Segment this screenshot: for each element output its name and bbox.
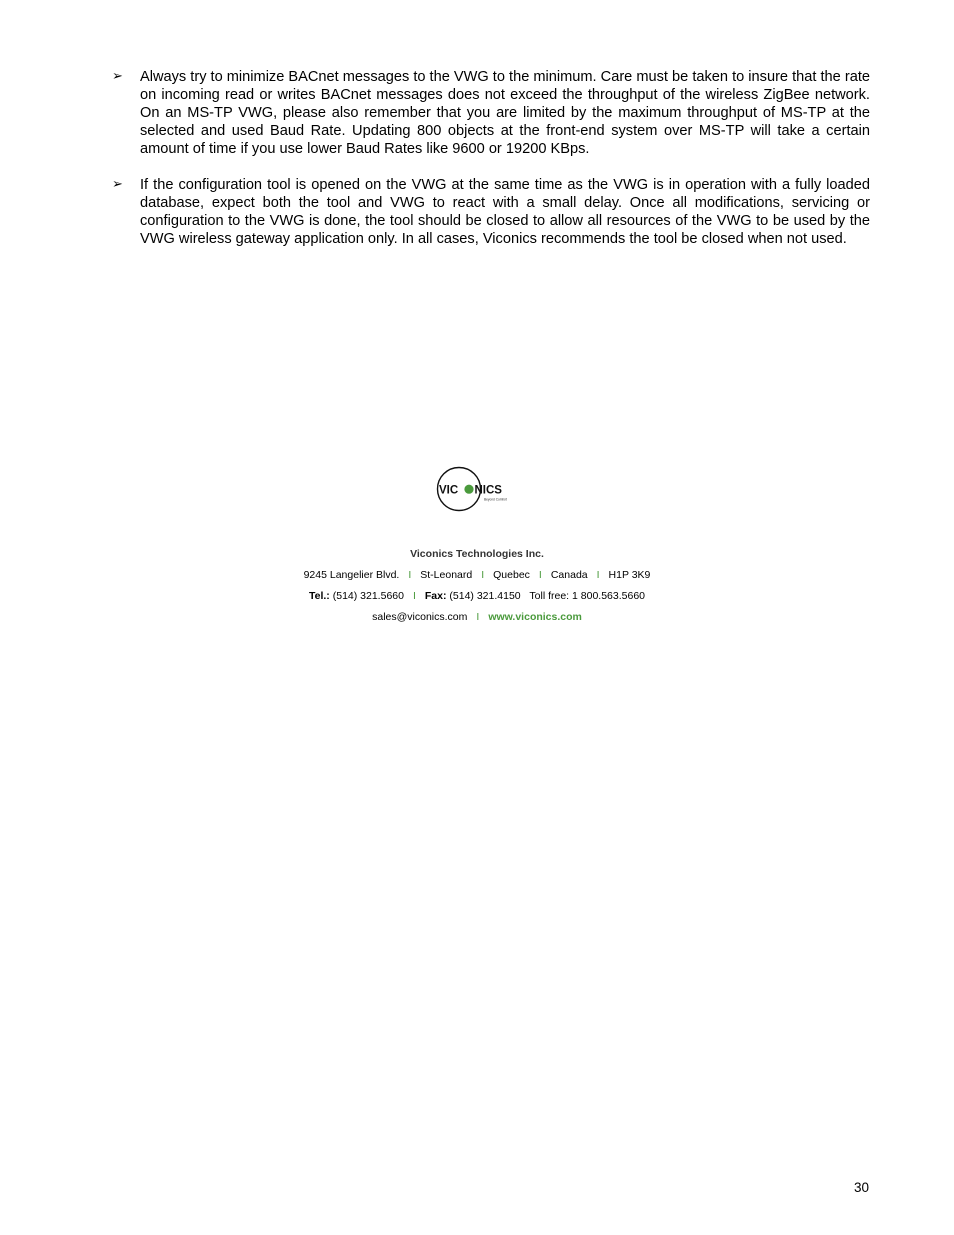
bullet-list: [112, 68, 870, 266]
address-postal: H1P 3K9: [608, 569, 651, 581]
logo-text-left: VIC: [439, 484, 459, 497]
address-city: St-Leonard: [420, 569, 473, 581]
viconics-logo: [436, 466, 520, 512]
arrow-bullet-icon: ➢: [112, 69, 123, 84]
tel-number: (514) 321.5660: [332, 590, 404, 602]
address-street: 9245 Langelier Blvd.: [303, 569, 400, 581]
bullet-item: [112, 176, 870, 248]
footer-contact: [0, 546, 954, 630]
fax-label: Fax:: [424, 590, 447, 602]
tel-label: Tel.:: [309, 590, 330, 602]
separator: I: [408, 569, 412, 581]
separator: I: [476, 611, 480, 623]
arrow-bullet-icon: ➢: [112, 177, 123, 192]
separator: I: [538, 569, 542, 581]
web-line: [0, 609, 954, 630]
address-country: Canada: [550, 569, 588, 581]
company-name: Viconics Technologies Inc.: [410, 548, 544, 560]
page-number: 30: [853, 1180, 869, 1195]
bullet-text: Always try to minimize BACnet messages to the VWG to the minimum. Care must be taken to insure that the rate on incoming read or writes BACnet messages does not exceed the throughput of the wireless ZigBee network. On an MS-TP VWG, please also remember that you are limited by the maximum throughput of MS-TP at the selected and used Baud Rate. Updating 800 objects at the front-end system over MS-TP will take a certain amount of time if you use lower Baud Rates like 9600 or 19200 KBps.: [140, 69, 870, 157]
separator: I: [481, 569, 485, 581]
bullet-text: If the configuration tool is opened on the VWG at the same time as the VWG is in operation with a fully loaded database, expect both the tool and VWG to react with a small delay. Once all modifications, servicing or configuration to the VWG is done, the tool should be closed to allow all resources of the VWG to be used by the VWG wireless gateway application only. In all cases, Viconics recommends the tool be closed when not used.: [140, 177, 870, 247]
phone-line: [0, 588, 954, 609]
logo-green-dot: [464, 485, 473, 494]
address-province: Quebec: [493, 569, 530, 581]
bullet-item: [112, 68, 870, 158]
tollfree-number: Toll free: 1 800.563.5660: [529, 590, 645, 602]
email-link[interactable]: sales@viconics.com: [372, 611, 468, 623]
logo-tagline: Beyond Comfort: [484, 497, 508, 502]
address-line: [0, 567, 954, 588]
logo-text-right: NICS: [474, 484, 502, 497]
fax-number: (514) 321.4150: [449, 590, 521, 602]
separator: I: [412, 590, 416, 602]
website-link[interactable]: www.viconics.com: [488, 611, 582, 623]
separator: I: [596, 569, 600, 581]
